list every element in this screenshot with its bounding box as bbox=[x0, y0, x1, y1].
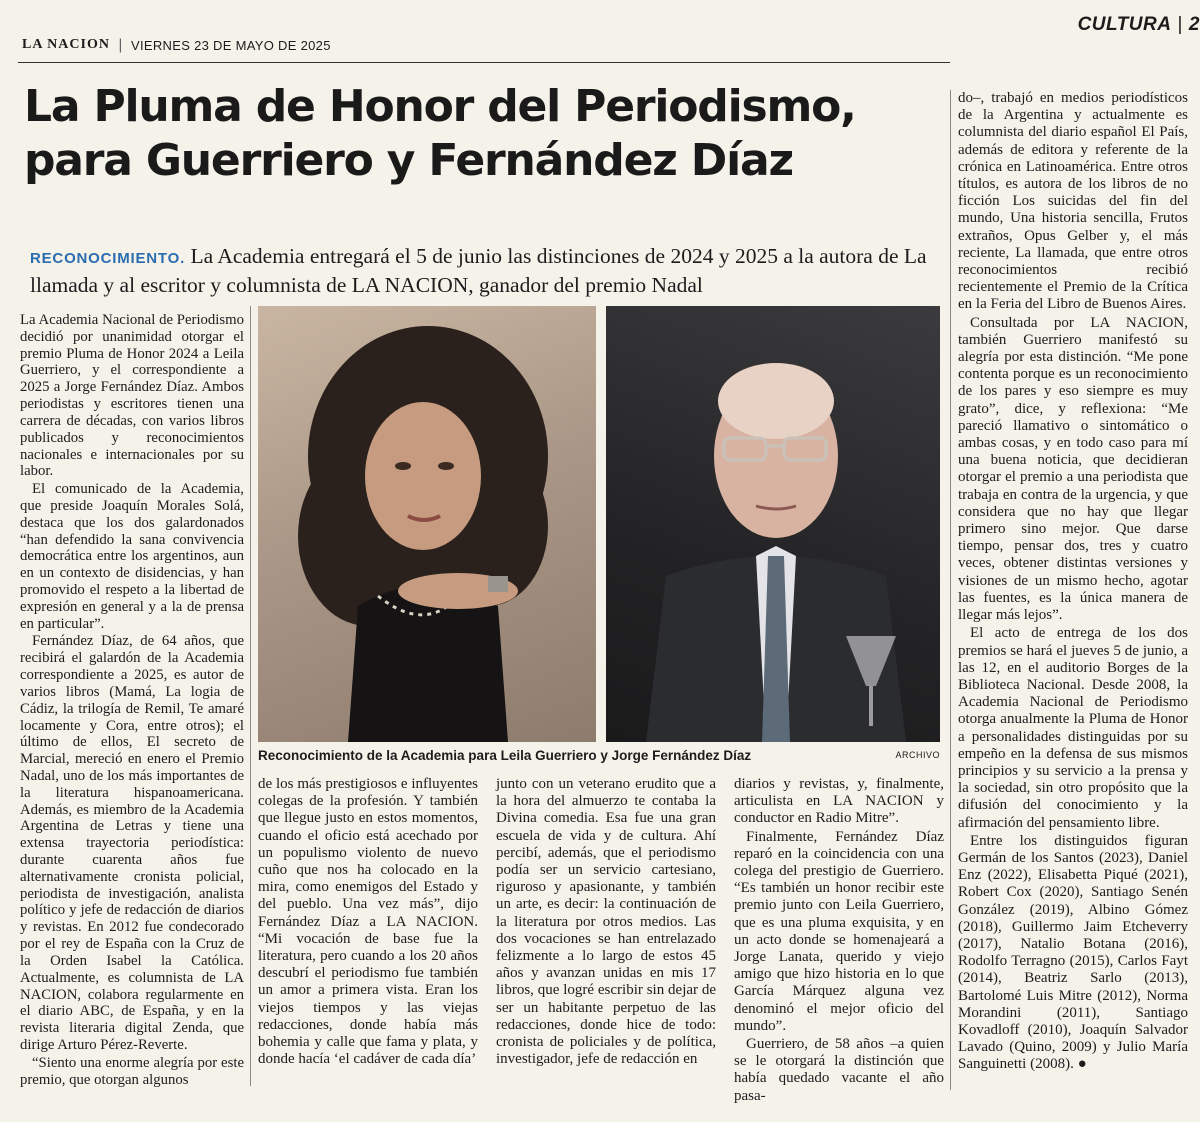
paragraph: “Siento una enorme alegría por este premio, que otorgan algunos bbox=[20, 1054, 244, 1088]
column-divider bbox=[250, 306, 251, 1086]
paragraph: La Academia Nacional de Periodismo decidió por unanimidad otorgar el premio Pluma de Honor 2024 a Leila Guerriero, y el correspondiente a 2025 a Jorge Fernández Díaz. Ambos periodistas y escritores tienen una carrera de décadas, con varios libros publicados y reconocimientos nacionales e internacionales por su labor. bbox=[20, 312, 244, 480]
paragraph: El acto de entrega de los dos premios se hará el jueves 5 de junio, a las 12, en el auditorio Borges de la Biblioteca Nacional. Desde 2008, la Academia Nacional de Periodismo otorga anualmente la Pluma de Honor a personalidades distinguidas por su empeño en la defensa de sus mismos principios y su servicio a la prensa y la sociedad, sin otro propósito que la difusión del conocimiento y la afirmación del pensamiento libre. bbox=[958, 625, 1188, 831]
text-column-4 bbox=[734, 776, 944, 1106]
paragraph: Finalmente, Fernández Díaz reparó en la coincidencia con una colega del prestigio de Guerriero. “Es también un honor recibir este premio junto con Leila Guerriero, que es una pluma exquisita, y en un acto donde se homenajeará a Jorge Lanata, querido y viejo amigo que hizo historia en lo que García Márquez alguna vez denominó el mejor oficio del mundo”. bbox=[734, 828, 944, 1034]
paragraph: Fernández Díaz, de 64 años, que recibirá el galardón de la Academia correspondiente a 2025, es autor de varios libros (Mamá, La logia de Cádiz, la trilogía de Remil, Te amaré locamente y Cora, entre otros); el último de ellos, El secreto de Marcial, mereció en enero el Premio Nadal, uno de los más importantes de la literatura hispanoamericana. Además, es miembro de la Academia Argentina de Letras y tiene una extensa trayectoria periodística: durante cuarenta años fue alternativamente cronista policial, periodista de investigación, analista político y jefe de redacción de diarios y revistas. En 2012 fue condecorado por el rey de España con la Cruz de la Orden Isabel la Católica. Actualmente, es columnista de LA NACION, colabora regularmente en el diario ABC, de España, y en la revista literaria digital Zenda, que dirige Arturo Pérez-Reverte. bbox=[20, 633, 244, 1053]
section-tag bbox=[1078, 14, 1200, 36]
photo-caption bbox=[258, 744, 940, 766]
newspaper-name: LA NACION bbox=[22, 37, 110, 52]
headline: La Pluma de Honor del Periodismo, para Guerriero y Fernández Díaz bbox=[24, 81, 856, 186]
text-column-5 bbox=[958, 90, 1188, 1075]
header-rule bbox=[18, 62, 950, 63]
column-divider bbox=[950, 90, 951, 1090]
photo-jorge-fernandez-diaz bbox=[606, 306, 940, 742]
text-column-2 bbox=[258, 776, 478, 1069]
page-number: 2 bbox=[1188, 14, 1200, 35]
issue-date: VIERNES 23 DE MAYO DE 2025 bbox=[131, 37, 331, 53]
paragraph: de los más prestigiosos e influyentes colegas de la profesión. Y también que llegue justo en estos momentos, cuando el oficio está acechado por un populismo violento de nuevo cuño que nos ha colocado en la mira, como enemigos del Estado y del pueblo. Una vez más”, dijo Fernández Díaz a LA NACION. “Mi vocación de base fue la literatura, pero cuando a los 20 años descubrí el periodismo fue también un amor a primera vista. Eran los viejos tiempos y las viejas redacciones, donde había más bohemia y calle que fama y plata, y donde hacía ‘el cadáver de cada día’ bbox=[258, 776, 478, 1068]
deck-kicker: RECONOCIMIENTO. bbox=[30, 250, 186, 267]
caption-text: Reconocimiento de la Academia para Leila Guerriero y Jorge Fernández Díaz bbox=[258, 747, 752, 763]
paragraph: Guerriero, de 58 años –a quien se le otorgará la distinción que había quedado vacante el año pasa- bbox=[734, 1036, 944, 1104]
paragraph: do–, trabajó en medios periodísticos de la Argentina y actualmente es columnista del diario español El País, además de editora y referente de la crónica en Latinoamérica. Entre otros títulos, es autora de los libros de no ficción Los suicidas del fin del mundo, Una historia sencilla, Frutos extraños, Opus Gelber y, el más reciente, La llamada, que entre otros reconocimientos recibió recientemente el Premio de la Crítica en la Feria del Libro de Buenos Aires. bbox=[958, 90, 1188, 313]
paragraph: El comunicado de la Academia, que preside Joaquín Morales Solá, destaca que los dos galardonados “han defendido la sana convivencia democrática entre los argentinos, aun en un contexto de disidencias, y han promovido el respeto a la libertad de expresión en general y a la de prensa en particular”. bbox=[20, 481, 244, 632]
paragraph: diarios y revistas, y, finalmente, articulista en LA NACION y conductor en Radio Mitre”. bbox=[734, 776, 944, 827]
paragraph: junto con un veterano erudito que a la hora del almuerzo te contaba la Divina comedia. Esa fue una gran escuela de vida y de cultura. Ahí percibí, además, que el periodismo podía ser un servicio cartesiano, riguroso y apasionante, y también un arte, es decir: la continuación de la literatura por otros medios. Las dos vocaciones se han entrelazado felizmente a lo largo de estos 45 años y avanzan unidas en mis 17 libros, que logré escribir sin dejar de ser un habitante perpetuo de las redacciones, donde hice de todo: cronista de policiales y de política, investigador, jefe de redacción en bbox=[496, 776, 716, 1068]
section-separator: | bbox=[1177, 14, 1183, 35]
masthead bbox=[22, 34, 331, 56]
text-column-1 bbox=[20, 312, 244, 1089]
photo-leila-guerriero bbox=[258, 306, 596, 742]
portrait-man-illustration bbox=[606, 306, 940, 742]
portrait-woman-illustration bbox=[258, 306, 596, 742]
section-name: CULTURA bbox=[1077, 14, 1172, 35]
masthead-separator: | bbox=[117, 37, 123, 53]
paragraph: Consultada por LA NACION, también Guerriero manifestó su alegría por esta distinción. “Me pone contenta porque es un reconocimiento de los pares y eso siempre es muy grato”, dice, y reflexiona: “Me pareció llamativo o sintomático o ambas cosas, y en todo caso para mí una buena noticia, que decidieran otorgar el premio a una periodista que trabaja en contra de la urgencia, y que considera que no hay que llegar primero sino mejor. Que darse tiempo, pensar dos, tres y cuatro veces, obtener distintas versiones y visiones de un mismo hecho, agotar las fuentes, es la única manera de llegar más lejos”. bbox=[958, 314, 1188, 624]
photo-credit: ARCHIVO bbox=[895, 750, 940, 760]
deck bbox=[30, 243, 930, 299]
paragraph: Entre los distinguidos figuran Germán de los Santos (2023), Daniel Enz (2022), Elisabetta Piqué (2021), Robert Cox (2020), Santiago Senén González (2019), Albino Gómez (2018), Guillermo Jaim Etcheverry (2017), Natalio Botana (2016), Rodolfo Terragno (2015), Carlos Fayt (2014), Beatriz Sarlo (2013), Bartolomé Luis Mitre (2012), Norma Morandini (2011), Santiago Kovadloff (2010), Joaquín Salvador Lavado (Quino, 2009) y Julio María Sanguinetti (2008). ● bbox=[958, 832, 1188, 1073]
photo-block bbox=[258, 306, 940, 742]
deck-text: La Academia entregará el 5 de junio las distinciones de 2024 y 2025 a la autora de La llamada y al escritor y columnista de LA NACION, ganador del premio Nadal bbox=[30, 244, 927, 297]
text-column-3 bbox=[496, 776, 716, 1069]
